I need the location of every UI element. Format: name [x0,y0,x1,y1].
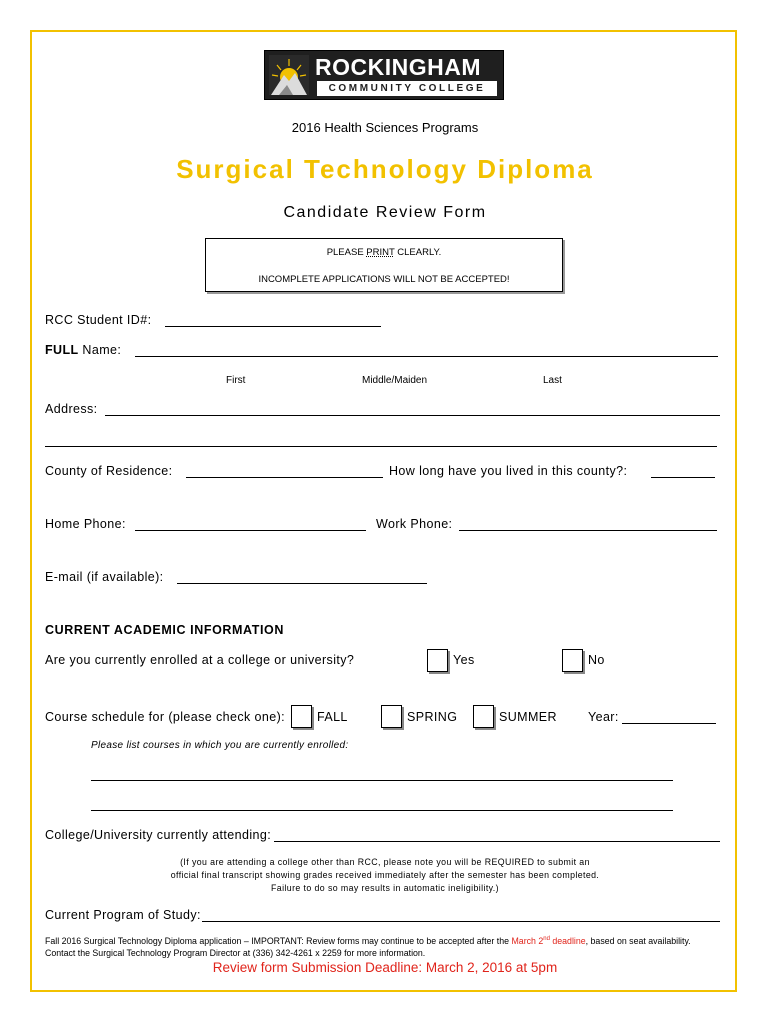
address-field-line2[interactable] [45,446,717,447]
email-field[interactable] [177,583,427,584]
transcript-note-line3: Failure to do so may results in automatic ineligibility.) [271,883,499,893]
college-field[interactable] [274,841,720,842]
college-logo [264,50,504,100]
home-phone-label: Home Phone: [45,517,126,531]
no-label: No [588,653,605,667]
spring-label: SPRING [407,710,458,724]
programs-heading: 2016 Health Sciences Programs [291,120,479,135]
years-in-county-field[interactable] [651,477,715,478]
notice-box [205,238,563,292]
academic-heading: CURRENT ACADEMIC INFORMATION [45,623,285,637]
address-field-line1[interactable] [105,415,720,416]
transcript-note-line1: (If you are attending a college other than RCC, please note you will be REQUIRED to submit an [180,857,590,867]
enrolled-question: Are you currently enrolled at a college or university? [45,653,355,667]
middle-name-caption: Middle/Maiden [362,375,428,386]
year-field[interactable] [622,723,716,724]
courses-field-line1[interactable] [91,780,673,781]
program-label: Current Program of Study: [45,908,201,922]
year-label: Year: [588,710,619,724]
fall-label: FALL [317,710,348,724]
spring-checkbox[interactable] [381,705,402,728]
no-checkbox[interactable] [562,649,583,672]
mountain-sun-icon [269,55,309,95]
county-label: County of Residence: [45,464,173,478]
county-field[interactable] [186,477,383,478]
email-label: E-mail (if available): [45,570,164,584]
full-name-label: FULL Name: [45,343,122,357]
footer-important-note: Fall 2016 Surgical Technology Diploma application – IMPORTANT: Review forms may continue to be accepted after the March 2nd deadline, based on seat availability. [45,936,691,946]
notice-line-print: PLEASE PRINT CLEARLY. [326,247,442,258]
college-label: College/University currently attending: [45,828,272,842]
notice-line-incomplete: INCOMPLETE APPLICATIONS WILL NOT BE ACCEPTED! [258,274,510,285]
yes-checkbox[interactable] [427,649,448,672]
first-name-caption: First [226,375,246,386]
last-name-caption: Last [543,375,562,386]
full-name-field[interactable] [135,356,718,357]
submission-deadline: Review form Submission Deadline: March 2, 2016 at 5pm [212,960,558,975]
logo-name: ROCKINGHAM [315,54,481,80]
work-phone-label: Work Phone: [376,517,453,531]
page-title: Surgical Technology Diploma [176,154,594,184]
student-id-label: RCC Student ID#: [45,313,152,327]
courses-field-line2[interactable] [91,810,673,811]
logo-subtitle: COMMUNITY COLLEGE [317,81,497,96]
home-phone-field[interactable] [135,530,366,531]
footer-contact-note: Contact the Surgical Technology Program Director at (336) 342-4261 x 2259 for more information. [45,948,426,958]
yes-label: Yes [453,653,475,667]
fall-checkbox[interactable] [291,705,312,728]
years-in-county-label: How long have you lived in this county?: [389,464,628,478]
student-id-field[interactable] [165,326,381,327]
form-title: Candidate Review Form [283,204,487,221]
summer-checkbox[interactable] [473,705,494,728]
program-field[interactable] [202,921,720,922]
address-label: Address: [45,402,98,416]
work-phone-field[interactable] [459,530,717,531]
summer-label: SUMMER [499,710,557,724]
schedule-label: Course schedule for (please check one): [45,710,286,724]
list-courses-instruction: Please list courses in which you are currently enrolled: [91,740,349,751]
transcript-note-line2: official final transcript showing grades received immediately after the semester has been completed. [170,870,600,880]
